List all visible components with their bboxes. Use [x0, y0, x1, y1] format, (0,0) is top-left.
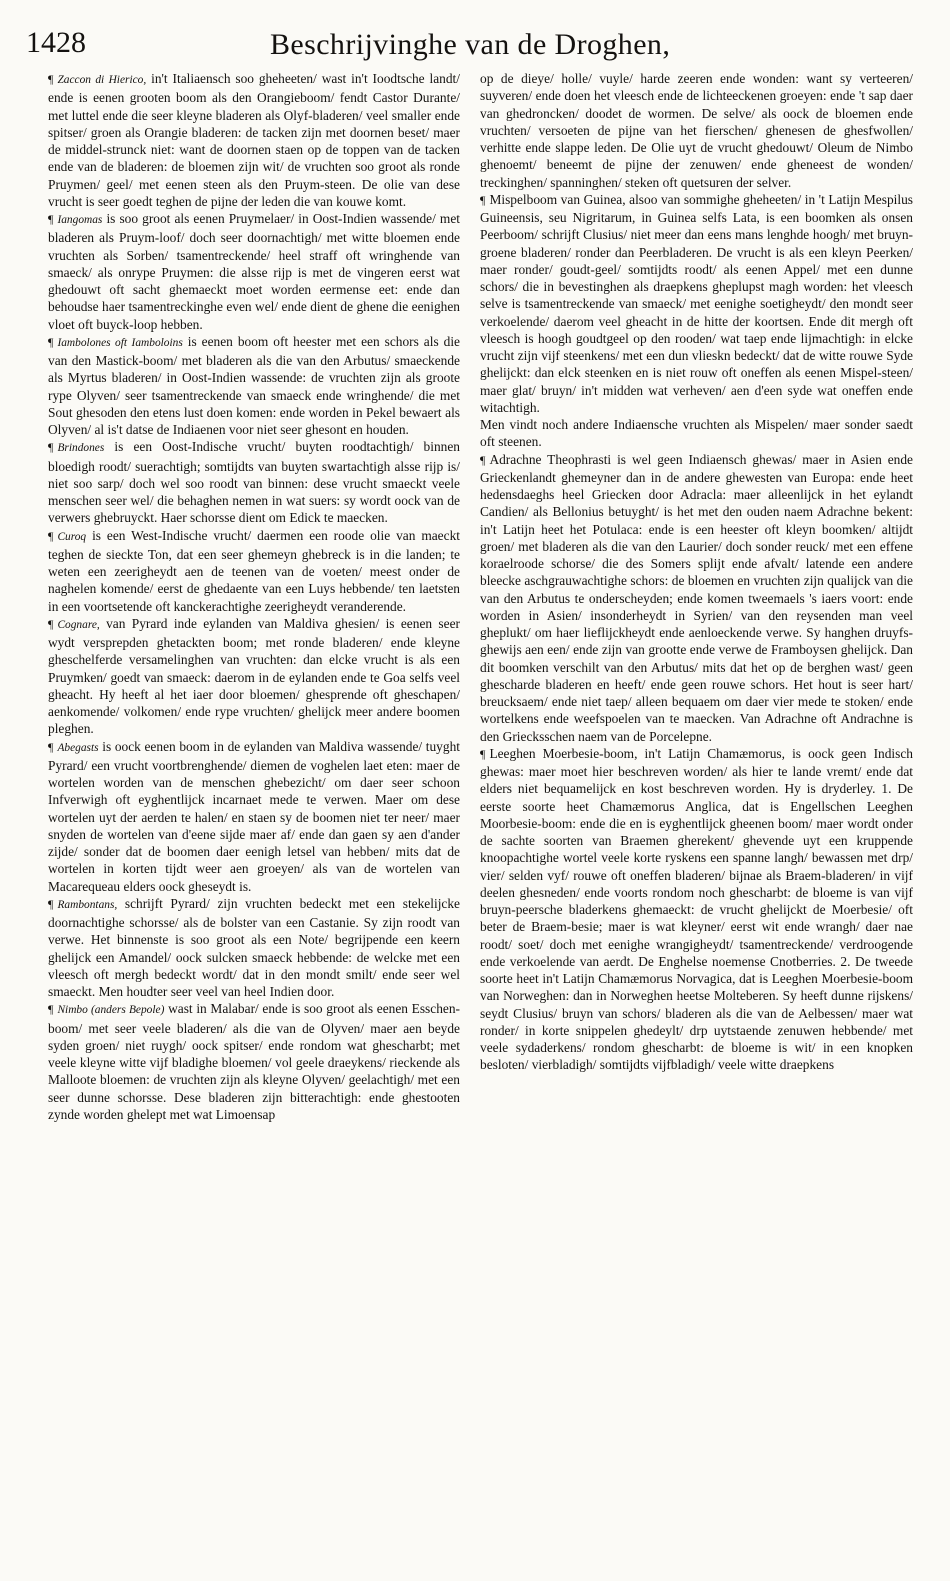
entry-iangomas	[48, 210, 460, 333]
entry-text: is eenen boom oft heester met een schors als die van den Mastick-boom/ met bladeren als die van den Arbutus/ smaeckende als Myrtus bladeren/ in Oost-Indien wassende: de vruchten zijn als groote rype Olyven/ seer tsamentreckende van smaeck ende wringhende/ die met Sout ghesoden den etens lust doen komen: ende worden in Pekel bewaert als Olyven/ al is't datse de Indiaenen voor niet seer ghesont en houden.	[48, 333, 460, 437]
entry-head: Zaccon di Hierico,	[57, 74, 147, 86]
running-head-title: Beschrijvinghe van de Droghen,	[270, 28, 671, 61]
entry-text: wast in Malabar/ ende is soo groot als eenen Esschen-boom/ met seer veele bladeren/ als die van de Olyven/ maer aen beyde syden groen/ niet ruygh/ oock spitser/ ende rondom wat ghescharbt; met veele kleyne witte vijf bladighe bloemen/ vol geele draeykens/ rieckende als Malloote bloemen: de vruchten zijn als kleyne Olyven/ geelachtigh/ met een seer dunne schorsse. Dese bladeren zijn bitterachtigh: ende ghestooten zynde worden ghelept met wat Limoensap	[48, 1001, 461, 1122]
pilcrow-icon: ¶	[480, 746, 486, 761]
pilcrow-icon: ¶	[48, 212, 54, 226]
pilcrow-icon: ¶	[48, 1002, 54, 1017]
entry-head: Iambolones oft Iamboloins	[57, 336, 183, 349]
pilcrow-icon: ¶	[48, 72, 54, 86]
entry-text: Leeghen Moerbesie-boom, in't Latijn Chamæmorus, is oock geen Indisch ghewas: maer moet hier beschreven worden/ als hier te lande vremt/ ende dat elders niet bequamelijck en kost beschreven worden. Hy is dryderley. 1. De eerste soorte heet Chamæmorus Anglica, dat is Engellschen Leeghen Moorbesie-boom: ende die en is eyghentlijck gheenen boom/ maer wordt onder de sachte soorten van Braemen gherekent/ ghevende uyt een kruppende knoopachtighe wortel veele korte ryskens een spanne langh/ bewassen met drp/ vier/ selden vyf/ rouwe oft oneffen bladeren/ bijnae als Braem-bladeren/ in vijf deelen ghesneden/ ende voorts rondom noch ghescharbt: de bloeme is van vijf bruyn-peersche bladerkens ghemaeckt: de vrucht ghelijckt de Moerbesie/ oft beter de Braem-besie; maer is wat kleyner/ eerst wit ende wrangh/ daer nae roodt/ soet/ doch met eenighe wrangigheydt/ tsamentreckende/ verdroogende ende verkoelende van aerdt. De Enghelse noemense Cnotberries. 2. De tweede soorte heet in't Latijn Chamæmorus Norvagica, dat is Leeghen Moerbesie-boom van Norweghen: dan in Norweghen heetse Molteberen. Sy heeft dunne rijskens/ seydt Clusius/ bruyn van schors/ bladeren als die van de Aelbessen/ maer wat ronder/ in korte snippelen ghedeylt/ drp uytstaende zenuwen hebbende/ met veele sydaderkens/ rondom ghescharbt: de bloeme is wit/ in een knopken besloten/ vierbladigh/ somtijdts vijfbladigh/ veele witte draepkens	[480, 745, 913, 1073]
pilcrow-icon: ¶	[48, 334, 54, 349]
entry-text: is oock eenen boom in de eylanden van Maldiva wassende/ tuyght Pyrard/ een vrucht voortbrenghende/ diemen de voghelen laet eten: maer de wortelen worden van de menschen ghebezicht/ om daer seer schoon Infverwigh oft eyghentlijck incarnaet mede te verwen. Maer om dese wortelen uyt der aerden te halen/ en staen sy de boomen niet ter neer/ maer snyden de wortelen van d'eene sijde maer af/ ende dan gaen sy aen d'ander zijde/ sonder dat de boomen daer eenigh letsel van hebben/ mits dat de wortelen in korten tijdt weer aen groeyen/ als van de wortelen van Macarequeau elders oock gheseydt is.	[48, 738, 460, 894]
entry-head: Rambontans,	[57, 898, 118, 911]
pilcrow-icon: ¶	[480, 192, 486, 207]
entry-zaccon	[48, 70, 460, 210]
pilcrow-icon: ¶	[48, 739, 54, 754]
entry-text: is een Oost-Indische vrucht/ buyten roodtachtigh/ binnen bloedigh roodt/ suerachtigh; somtijdts van buyten swartachtigh alsse rijp is/ niet soo sarp/ doch wel soo roodt van binnen: dese vrucht smaeckt veele menschen seer wel/ die behaghen nemen in wat suers: sy wordt oock van de verwers ghebruyckt. Haer schorsse dient om Edick te maecken.	[48, 439, 460, 526]
entry-text: is een West-Indische vrucht/ daermen een roode olie van maeckt teghen de sieckte Ton, dat een seer ghemeyn ghebreck is in die landen; te weten een zeerigheydt aen de teenen van de voeten/ meest onder de naghelen komende/ eerst de ghedaente van een Luys hebbende/ ten laetsten in een voortsetende oft kanckerachtighe zeerigheydt veranderende.	[48, 527, 460, 614]
entry-mispelboom	[480, 191, 913, 416]
entry-text: op de dieye/ holle/ vuyle/ harde zeeren ende wonden: want sy verteeren/ suyveren/ ende doen het vleesch ende de lichteeckenen groeyen: ende 't sap daer van ghedroncken/ doodet de wormen. De selve/ als oock de bloemen ende vruchten/ versoeten de pijne van het fierschen/ ghenesen de ghesfwollen/ verhitte ende slappe leden. De Olie uyt de vrucht ghedouwt/ Oleum de Nimbo ghenoemt/ beneemt de pijne der zenuwen/ ende gheneest de wonden/ treckinghen/ spanninghen/ steken oft quetsuren der selver.	[480, 71, 913, 190]
entry-mispel-note	[480, 416, 913, 451]
entry-text: Men vindt noch andere Indiaensche vruchten als Mispelen/ maer sonder saedt oft steenen.	[480, 417, 913, 450]
entry-head: Abegasts	[57, 741, 99, 754]
entry-text: van Pyrard inde eylanden van Maldiva ghesien/ is eenen seer wydt versprepden ghetackten boom; met ronde bladeren/ ende kleyne gheschelferde versamelinghen van vruchten: dan elcke vrucht is als een Pruymken/ goedt van smaeck: daerom in de eylanden ende te Goa selfs veel gheacht. Hy heeft al het iaer door bloemen/ ghesprende oft gheschapen/ aenkomende/ volkomen/ ende rype vruchten/ ghelijck meer andere boomen pleghen.	[48, 615, 460, 737]
entry-text: is soo groot als eenen Pruymelaer/ in Oost-Indien wassende/ met bladeren als Pruym-loof/ doch seer doornachtigh/ met witte bloemen ende vruchten als Sorben/ tsamentreckende/ heel straff oft wringhende van smaeck/ als onrype Pruymen: die alsse rijp is met de vingeren eerst wat ghedouwt oft sacht ghemaeckt moet worden eermense eet: ende dan behoudse haer tsamentreckinghe even wel/ ende dient de ghene die eenighen vloet oft buyck-loop hebben.	[48, 211, 460, 332]
entry-head: Iangomas	[57, 214, 103, 226]
left-column	[48, 70, 460, 1123]
entry-head: Nimbo (anders Bepole)	[57, 1004, 165, 1017]
page-number: 1428	[26, 26, 86, 59]
pilcrow-icon: ¶	[48, 616, 54, 631]
entry-nimbo	[48, 1000, 460, 1123]
pilcrow-icon: ¶	[48, 440, 54, 455]
entry-text: in't Italiaensch soo gheheeten/ wast in't Ioodtsche landt/ ende is eenen grooten boom als den Orangieboom/ fendt Castor Durante/ met luttel ende die seer kleyne bladeren als Olyf-bladeren/ veel smaller ende spitser/ groen als Orangie bladeren: de tacken zijn met doornen beset/ maer de middel-strunck niet: want de doornen staen op de toppen van de tacken ende van de bladeren: de bloemen zijn wit/ de vruchten soo groot als ronde Pruymen/ geel/ met eenen steen als den Pruym-steen. De olie van dese vrucht is seer goedt teghen de pijne der leden die van kouwe komt.	[48, 71, 460, 209]
entry-nimbo-continued	[480, 70, 913, 191]
pilcrow-icon: ¶	[48, 896, 54, 911]
entry-iambolones	[48, 333, 460, 439]
entry-head: Brindones	[57, 442, 105, 455]
entry-abegasts	[48, 738, 460, 895]
entry-rambontans	[48, 895, 460, 1001]
entry-adrachne	[480, 451, 913, 745]
right-column	[480, 70, 913, 1074]
entry-brindones	[48, 438, 460, 526]
entry-text: Adrachne Theophrasti is wel geen Indiaensch ghewas/ maer in Asien ende Grieckenlandt ghemeyner dan in de andere ghewesten van Europa: ende heet hedensdaeghs heel Griecken door Adracla: maer alleenlijck in het eylandt Candien/ als Bellonius betuyght/ is het met den ouden naem Adrachne bekent: in't Latijn heet het Potulaca: ende is een heester oft kleyn boomken/ altijdt groen/ met bladeren als die van den Laurier/ doch sonder reuck/ met een effene koraelroode schorse/ die des Somers splijt ende afvalt/ latende een andere bleecke aschgrauwachtighe schors: de bloemen en vruchten zijn qualijck van die van den Arbutus te onderscheyden; ende komen tweemaels 's iaers voort: ende worden in Asien/ insonderheydt in Syrien/ van den reysenden man veel gheplukt/ om haer lieflijckheydt ende aenloeckende verwe. Sy hanghen druyfs-ghewijs aen een/ ende zijn van grootte ende verwe de Framboysen ghelijck. Dan dit boomken verschilt van den Arbutus/ mits dat het op de berghen wast/ geen ghescharde bladeren en heeft/ ende geen rouwe schors. Het hout is seer hart/ breucksaem/ ende niet taep/ alleen bequaem om daer vier mede te stoken/ ende wortelkens ende weefspoelen van te maecken. Van Adrachne oft Andrachne is den Griecksschen naem van de Porcelepne.	[480, 451, 913, 744]
entry-curoq	[48, 527, 460, 615]
entry-text: Mispelboom van Guinea, alsoo van sommighe gheheeten/ in 't Latijn Mespilus Guineensis, seu Nigritarum, in Guinea selfs Lata, is een boomken als onsen Peerboom/ schrijft Clusius/ niet meer dan eens mans lenghde hoogh/ met bruyn-groene bladeren/ ronder dan Peerbladeren. De vrucht is als een kleyn Peerken/ maer ronder/ goudt-geel/ somtijdts roodt/ als eenen Appel/ met een dunne schors/ die in bevestinghen als draepkens gheplupst magh worden: het vleesch selve is tsamentreckende van smaeck/ met eenighe soetigheydt/ den mondt seer verkoelende/ daerom veel gheacht in de hitte der koortsen. Ende dit mergh oft vleesch is hoogh goudtgeel op den rooden/ wat taep ende lijmachtigh: in elcke vrucht zijn vijf steenkens/ met een dun vlieskn bedeckt/ dat de witte rouwe Syde ghelijckt: dan elck steenken en is niet rouw oft oneffen als eenen Mispel-steen/ maer glat/ bruyn/ in't midden wat verheven/ aen d'een syde wat oneffen ende witachtigh.	[480, 191, 913, 415]
entry-leeghen-moerbesie	[480, 745, 913, 1074]
pilcrow-icon: ¶	[48, 528, 54, 543]
entry-head: Cognare,	[57, 618, 100, 631]
entry-text: schrijft Pyrard/ zijn vruchten bedeckt met een stekelijcke doornachtighe schorsse/ als de bolster van een Castanie. Sy zijn roodt van verwe. Het binnenste is soo groot als een Note/ begrijpende een keern ghelijck een Amandel/ oock sulcken smaeck hebbende: de welcke met een vleesch oft mergh bedeckt wordt/ dat in den mondt smilt/ ende seer wel smaeckt. Men houdter seer veel van heel Indien door.	[48, 895, 460, 999]
entry-cognare	[48, 615, 460, 738]
entry-head: Curoq	[57, 530, 87, 543]
pilcrow-icon: ¶	[480, 452, 486, 467]
